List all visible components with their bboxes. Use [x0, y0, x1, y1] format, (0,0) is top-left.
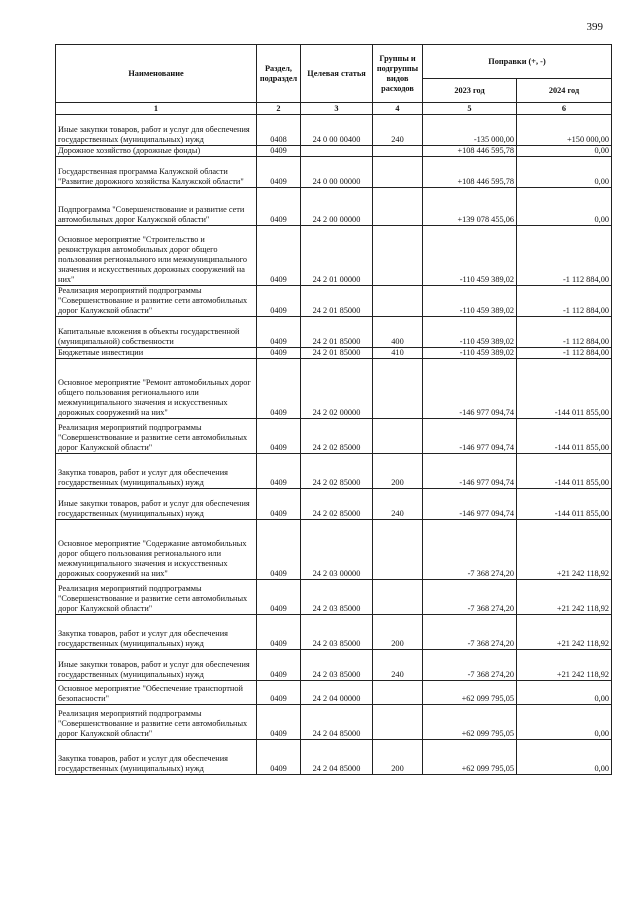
column-number: 2 — [257, 103, 301, 115]
header-section: Раздел, подраздел — [257, 45, 301, 103]
row-section-cell: 0409 — [257, 359, 301, 419]
table-row — [56, 681, 612, 705]
row-section-cell: 0409 — [257, 157, 301, 188]
row-target-cell: 24 2 04 00000 — [301, 681, 373, 705]
column-number: 6 — [517, 103, 612, 115]
table-row — [56, 146, 612, 157]
row-target-cell: 24 2 01 85000 — [301, 317, 373, 348]
row-section-cell: 0409 — [257, 317, 301, 348]
row-amount-2023-cell: -135 000,00 — [423, 115, 517, 146]
row-amount-2024-cell: 0,00 — [517, 146, 612, 157]
row-target-cell: 24 0 00 00000 — [301, 157, 373, 188]
row-amount-2024-cell: 0,00 — [517, 705, 612, 740]
row-target-cell: 24 2 03 85000 — [301, 580, 373, 615]
row-name-cell: Бюджетные инвестиции — [56, 348, 257, 359]
row-section-cell: 0409 — [257, 520, 301, 580]
row-group-cell — [373, 226, 423, 286]
row-target-cell: 24 2 03 85000 — [301, 615, 373, 650]
row-amount-2023-cell: -7 368 274,20 — [423, 650, 517, 681]
row-target-cell — [301, 146, 373, 157]
row-group-cell — [373, 580, 423, 615]
row-name-cell: Реализация мероприятий подпрограммы "Совершенствование и развитие сети автомобильных дорог Калужской области" — [56, 580, 257, 615]
row-section-cell: 0408 — [257, 115, 301, 146]
row-name-cell: Основное мероприятие "Строительство и реконструкция автомобильных дорог общего пользования регионального или межмуниципального значения и искусственных дорожных сооружений на них" — [56, 226, 257, 286]
row-section-cell: 0409 — [257, 348, 301, 359]
row-group-cell: 400 — [373, 317, 423, 348]
row-group-cell: 200 — [373, 615, 423, 650]
column-number: 3 — [301, 103, 373, 115]
row-name-cell: Реализация мероприятий подпрограммы "Совершенствование и развитие сети автомобильных дорог Калужской области" — [56, 286, 257, 317]
table-row — [56, 580, 612, 615]
row-target-cell: 24 2 02 00000 — [301, 359, 373, 419]
row-name-cell: Основное мероприятие "Содержание автомобильных дорог общего пользования регионального или межмуниципального значения и искусственных дорожных сооружений на них" — [56, 520, 257, 580]
row-amount-2024-cell: +21 242 118,92 — [517, 520, 612, 580]
row-section-cell: 0409 — [257, 419, 301, 454]
row-amount-2023-cell: +108 446 595,78 — [423, 157, 517, 188]
header-groups: Группы и подгруппы видов расходов — [373, 45, 423, 103]
row-amount-2024-cell: +150 000,00 — [517, 115, 612, 146]
column-number: 1 — [56, 103, 257, 115]
header-target: Целевая статья — [301, 45, 373, 103]
row-amount-2024-cell: -1 112 884,00 — [517, 317, 612, 348]
column-numbers-row — [56, 103, 612, 115]
row-section-cell: 0409 — [257, 226, 301, 286]
row-name-cell: Подпрограмма "Совершенствование и развитие сети автомобильных дорог Калужской области" — [56, 188, 257, 226]
row-name-cell: Иные закупки товаров, работ и услуг для обеспечения государственных (муниципальных) нужд — [56, 489, 257, 520]
table-row — [56, 348, 612, 359]
row-group-cell — [373, 419, 423, 454]
table-row — [56, 115, 612, 146]
row-group-cell — [373, 681, 423, 705]
row-amount-2024-cell: -144 011 855,00 — [517, 419, 612, 454]
row-section-cell: 0409 — [257, 740, 301, 775]
row-target-cell: 24 2 04 85000 — [301, 740, 373, 775]
row-amount-2024-cell: +21 242 118,92 — [517, 580, 612, 615]
header-amendments: Поправки (+, -) — [423, 45, 612, 79]
row-name-cell: Закупка товаров, работ и услуг для обеспечения государственных (муниципальных) нужд — [56, 454, 257, 489]
row-amount-2023-cell: -146 977 094,74 — [423, 359, 517, 419]
header-year-2024: 2024 год — [517, 79, 612, 103]
row-amount-2024-cell: 0,00 — [517, 681, 612, 705]
row-amount-2024-cell: 0,00 — [517, 157, 612, 188]
row-section-cell: 0409 — [257, 681, 301, 705]
row-name-cell: Основное мероприятие "Обеспечение транспортной безопасности" — [56, 681, 257, 705]
row-group-cell — [373, 705, 423, 740]
row-target-cell: 24 2 03 85000 — [301, 650, 373, 681]
row-section-cell: 0409 — [257, 650, 301, 681]
row-name-cell: Государственная программа Калужской области "Развитие дорожного хозяйства Калужской области" — [56, 157, 257, 188]
header-name: Наименование — [56, 45, 257, 103]
row-section-cell: 0409 — [257, 615, 301, 650]
row-group-cell: 200 — [373, 740, 423, 775]
column-number: 5 — [423, 103, 517, 115]
row-amount-2023-cell: +139 078 455,06 — [423, 188, 517, 226]
table-body — [56, 115, 612, 775]
row-group-cell — [373, 188, 423, 226]
row-section-cell: 0409 — [257, 146, 301, 157]
row-amount-2024-cell: -144 011 855,00 — [517, 489, 612, 520]
row-name-cell: Иные закупки товаров, работ и услуг для обеспечения государственных (муниципальных) нужд — [56, 115, 257, 146]
column-number: 4 — [373, 103, 423, 115]
row-group-cell: 410 — [373, 348, 423, 359]
row-amount-2023-cell: +62 099 795,05 — [423, 740, 517, 775]
row-name-cell: Реализация мероприятий подпрограммы "Совершенствование и развитие сети автомобильных дорог Калужской области" — [56, 419, 257, 454]
row-target-cell: 24 2 02 85000 — [301, 454, 373, 489]
row-target-cell: 24 2 02 85000 — [301, 489, 373, 520]
row-target-cell: 24 2 02 85000 — [301, 419, 373, 454]
table-row — [56, 520, 612, 580]
table-row — [56, 454, 612, 489]
row-group-cell — [373, 146, 423, 157]
row-group-cell — [373, 286, 423, 317]
row-amount-2023-cell: -110 459 389,02 — [423, 286, 517, 317]
row-name-cell: Закупка товаров, работ и услуг для обеспечения государственных (муниципальных) нужд — [56, 740, 257, 775]
row-group-cell: 240 — [373, 115, 423, 146]
row-target-cell: 24 2 01 85000 — [301, 348, 373, 359]
row-section-cell: 0409 — [257, 286, 301, 317]
row-amount-2023-cell: -110 459 389,02 — [423, 348, 517, 359]
row-group-cell: 240 — [373, 650, 423, 681]
table-row — [56, 188, 612, 226]
row-section-cell: 0409 — [257, 705, 301, 740]
row-target-cell: 24 2 01 00000 — [301, 226, 373, 286]
row-target-cell: 24 2 01 85000 — [301, 286, 373, 317]
row-amount-2023-cell: +62 099 795,05 — [423, 705, 517, 740]
table-row — [56, 489, 612, 520]
row-section-cell: 0409 — [257, 580, 301, 615]
row-amount-2024-cell: 0,00 — [517, 740, 612, 775]
row-target-cell: 24 2 00 00000 — [301, 188, 373, 226]
row-section-cell: 0409 — [257, 454, 301, 489]
row-group-cell — [373, 157, 423, 188]
table-row — [56, 419, 612, 454]
row-amount-2023-cell: -146 977 094,74 — [423, 419, 517, 454]
row-amount-2023-cell: -7 368 274,20 — [423, 580, 517, 615]
row-name-cell: Капитальные вложения в объекты государственной (муниципальной) собственности — [56, 317, 257, 348]
header-year-2023: 2023 год — [423, 79, 517, 103]
budget-amendments-table — [55, 44, 612, 775]
row-name-cell: Иные закупки товаров, работ и услуг для обеспечения государственных (муниципальных) нужд — [56, 650, 257, 681]
table-row — [56, 226, 612, 286]
row-amount-2024-cell: -1 112 884,00 — [517, 348, 612, 359]
table-row — [56, 615, 612, 650]
row-amount-2023-cell: -146 977 094,74 — [423, 489, 517, 520]
row-amount-2024-cell: +21 242 118,92 — [517, 615, 612, 650]
table-row — [56, 705, 612, 740]
row-target-cell: 24 2 04 85000 — [301, 705, 373, 740]
row-group-cell — [373, 359, 423, 419]
row-amount-2024-cell: +21 242 118,92 — [517, 650, 612, 681]
row-amount-2023-cell: +62 099 795,05 — [423, 681, 517, 705]
row-target-cell: 24 0 00 00400 — [301, 115, 373, 146]
row-amount-2024-cell: 0,00 — [517, 188, 612, 226]
row-amount-2023-cell: -7 368 274,20 — [423, 615, 517, 650]
row-amount-2024-cell: -144 011 855,00 — [517, 359, 612, 419]
row-name-cell: Реализация мероприятий подпрограммы "Совершенствование и развитие сети автомобильных дорог Калужской области" — [56, 705, 257, 740]
row-amount-2023-cell: -146 977 094,74 — [423, 454, 517, 489]
row-group-cell — [373, 520, 423, 580]
page-number: 399 — [586, 21, 603, 33]
table-row — [56, 157, 612, 188]
row-amount-2023-cell: -110 459 389,02 — [423, 226, 517, 286]
table-row — [56, 359, 612, 419]
row-section-cell: 0409 — [257, 489, 301, 520]
row-section-cell: 0409 — [257, 188, 301, 226]
table-row — [56, 650, 612, 681]
table-row — [56, 317, 612, 348]
row-group-cell: 240 — [373, 489, 423, 520]
row-amount-2024-cell: -1 112 884,00 — [517, 286, 612, 317]
row-name-cell: Закупка товаров, работ и услуг для обеспечения государственных (муниципальных) нужд — [56, 615, 257, 650]
row-amount-2024-cell: -1 112 884,00 — [517, 226, 612, 286]
row-target-cell: 24 2 03 00000 — [301, 520, 373, 580]
row-amount-2023-cell: -7 368 274,20 — [423, 520, 517, 580]
row-amount-2023-cell: +108 446 595,78 — [423, 146, 517, 157]
table-row — [56, 286, 612, 317]
table-row — [56, 740, 612, 775]
row-name-cell: Дорожное хозяйство (дорожные фонды) — [56, 146, 257, 157]
row-amount-2023-cell: -110 459 389,02 — [423, 317, 517, 348]
row-amount-2024-cell: -144 011 855,00 — [517, 454, 612, 489]
row-name-cell: Основное мероприятие "Ремонт автомобильных дорог общего пользования регионального или межмуниципального значения и искусственных дорожных сооружений на них" — [56, 359, 257, 419]
row-group-cell: 200 — [373, 454, 423, 489]
